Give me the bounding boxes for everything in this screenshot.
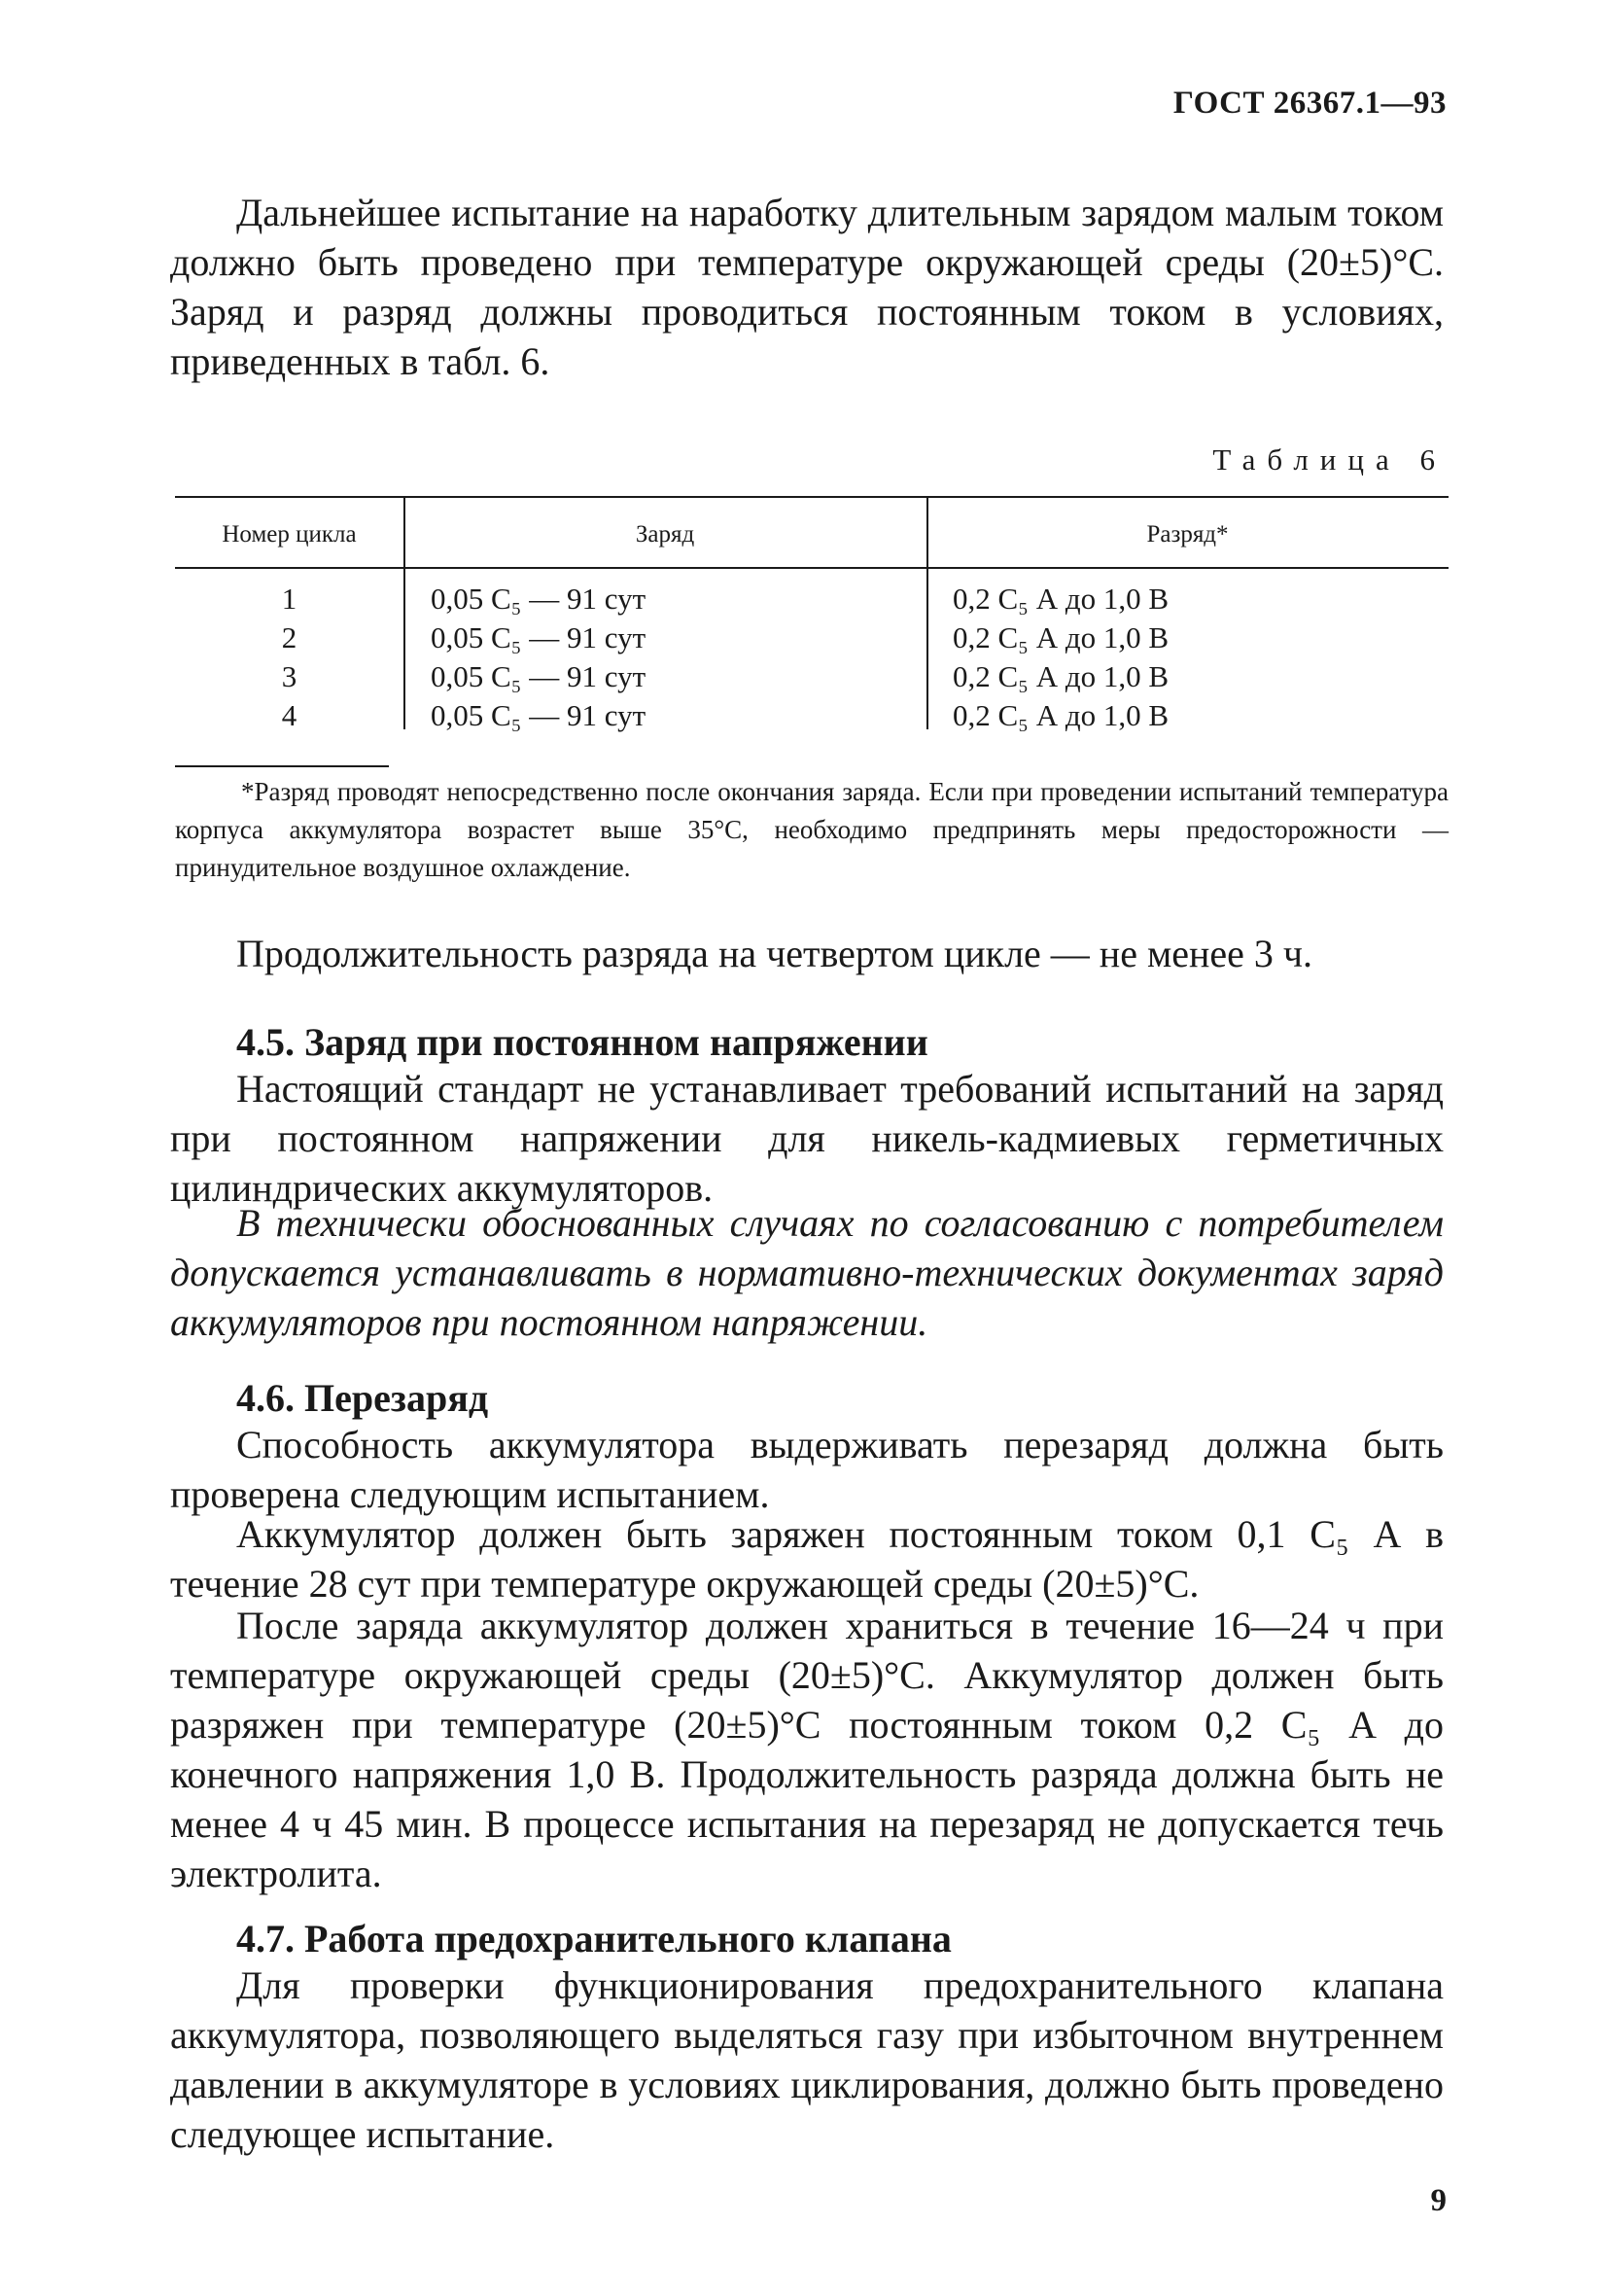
header-discharge: Разряд* xyxy=(1146,521,1229,548)
section-4-7-title: 4.7. Работа предохранительного клапана xyxy=(236,1917,952,1960)
cell-cycle: 3 xyxy=(281,659,297,693)
section-4-6-paragraph-3: После заряда аккумулятор должен храниться в течение 16—24 ч при температуре окружающей среды (20±5)°С. Аккумулятор должен быть разряжен при температуре (20±5)°С постоянным током 0,2 C₅ А до конечного напряжения 1,0 В. Продолжительность разряда должна быть не менее 4 ч 45 мин. В процессе испытания на перезаряд не допускается течь электролита. xyxy=(170,1604,1444,1895)
document-header: ГОСТ 26367.1—93 xyxy=(1172,86,1447,121)
section-4-6-paragraph-1: Способность аккумулятора выдерживать перезаряд должна быть проверена следующим испытанием. xyxy=(170,1423,1444,1516)
section-4-5-title: 4.5. Заряд при постоянном напряжении xyxy=(236,1020,928,1064)
table-caption: Таблица 6 xyxy=(1212,442,1447,477)
table-header-rule xyxy=(175,567,1449,569)
section-4-6-title: 4.6. Перезаряд xyxy=(236,1376,489,1420)
cell-cycle: 2 xyxy=(281,620,297,654)
table-top-rule xyxy=(175,496,1449,498)
header-cycle-number: Номер цикла xyxy=(222,521,357,548)
footnote-rule xyxy=(175,765,389,767)
cell-charge: 0,05 C₅ — 91 сут xyxy=(431,582,646,616)
column-charge xyxy=(431,580,646,735)
section-4-5-paragraph-2: В технически обоснованных случаях по согласованию с потребителем допускается устанавливать в нормативно-технических документах заряд аккумуляторов при постоянном напряжении. xyxy=(170,1201,1444,1344)
cell-cycle: 1 xyxy=(281,582,297,616)
column-cycle-number xyxy=(175,580,403,735)
column-discharge xyxy=(953,580,1169,735)
cell-discharge: 0,2 C₅ А до 1,0 В xyxy=(953,659,1170,693)
cell-charge: 0,05 C₅ — 91 сут xyxy=(431,698,646,732)
section-4-6-paragraph-2: Аккумулятор должен быть заряжен постоянным током 0,1 C₅ А в течение 28 сут при температуре окружающей среды (20±5)°С. xyxy=(170,1512,1444,1606)
page-number: 9 xyxy=(1430,2183,1447,2218)
cell-charge: 0,05 C₅ — 91 сут xyxy=(431,659,646,693)
section-4-7-paragraph-1: Для проверки функционирования предохранительного клапана аккумулятора, позволяющего выделяться газу при избыточном внутреннем давлении в аккумуляторе в условиях циклирования, должно быть проведено следующее испытание. xyxy=(170,1963,1444,2156)
cell-discharge: 0,2 C₅ А до 1,0 В xyxy=(953,620,1170,654)
cell-discharge: 0,2 C₅ А до 1,0 В xyxy=(953,582,1170,616)
cell-cycle: 4 xyxy=(281,698,297,732)
table-footnote: *Разряд проводят непосредственно после окончания заряда. Если при проведении испытаний температура корпуса аккумулятора возрастет выше 35°С, необходимо предпринять меры предосторожности — принудительное воздушное охлаждение. xyxy=(175,777,1449,882)
section-4-5-paragraph-1: Настоящий стандарт не устанавливает требований испытаний на заряд при постоянном напряжении для никель-кадмиевых герметичных цилиндрических аккумуляторов. xyxy=(170,1067,1444,1210)
header-charge: Заряд xyxy=(635,521,695,548)
intro-paragraph: Дальнейшее испытание на наработку длительным зарядом малым током должно быть проведено при температуре окружающей среды (20±5)°С. Заряд и разряд должны проводиться постоянным током в условиях, приведенных в табл. 6. xyxy=(170,191,1444,383)
table-6 xyxy=(175,496,1449,732)
cell-discharge: 0,2 C₅ А до 1,0 В xyxy=(953,698,1170,732)
cell-charge: 0,05 C₅ — 91 сут xyxy=(431,620,646,654)
duration-paragraph: Продолжительность разряда на четвертом цикле — не менее 3 ч. xyxy=(236,932,1313,975)
